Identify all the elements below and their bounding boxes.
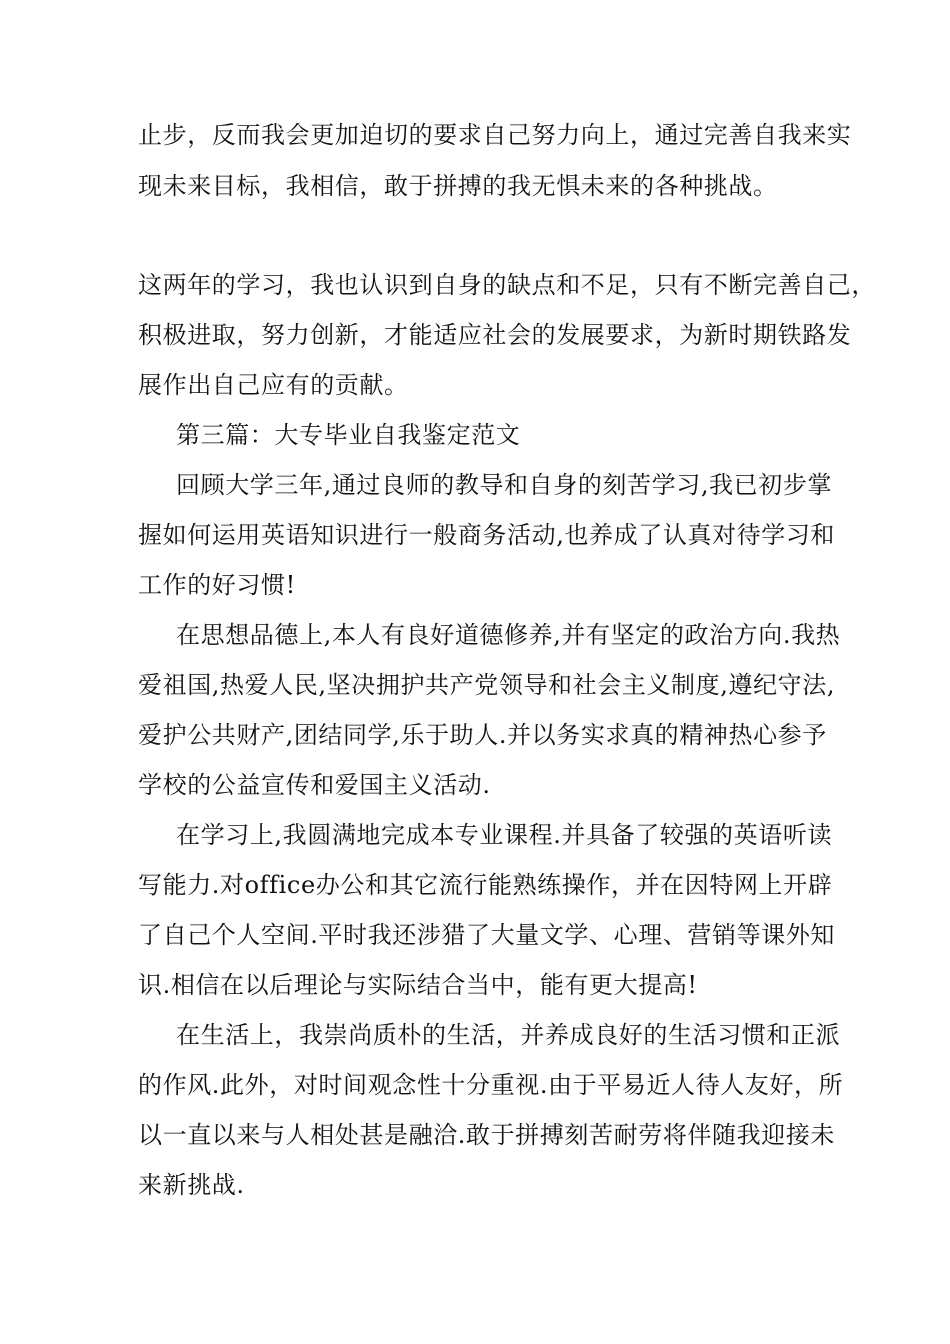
text-line: 学校的公益宣传和爱国主义活动. bbox=[138, 771, 491, 799]
text-line: 爱护公共财产,团结同学,乐于助人.并以务实求真的精神热心参予 bbox=[138, 721, 827, 749]
text-line: 回顾大学三年,通过良师的教导和自身的刻苦学习,我已初步掌 bbox=[176, 471, 833, 499]
text-line: 积极进取，努力创新，才能适应社会的发展要求，为新时期铁路发 bbox=[138, 321, 852, 349]
text-line: 识.相信在以后理论与实际结合当中，能有更大提高! bbox=[138, 971, 698, 999]
text-line: 写能力.对office办公和其它流行能熟练操作，并在因特网上开辟 bbox=[138, 871, 833, 899]
text-line: 展作出自己应有的贡献。 bbox=[138, 371, 409, 399]
text-line: 工作的好习惯! bbox=[138, 571, 296, 599]
text-line: 在思想品德上,本人有良好道德修养,并有坚定的政治方向.我热 bbox=[176, 621, 841, 649]
text-line: 止步，反而我会更加迫切的要求自己努力向上，通过完善自我来实 bbox=[138, 121, 852, 149]
text-line: 现未来目标，我相信，敢于拼搏的我无惧未来的各种挑战。 bbox=[138, 172, 778, 200]
text-line: 这两年的学习，我也认识到自身的缺点和不足，只有不断完善自己， bbox=[138, 271, 876, 299]
section-heading: 第三篇：大专毕业自我鉴定范文 bbox=[176, 421, 521, 449]
text-line: 爱祖国,热爱人民,坚决拥护共产党领导和社会主义制度,遵纪守法, bbox=[138, 671, 836, 699]
text-line: 在生活上，我崇尚质朴的生活，并养成良好的生活习惯和正派 bbox=[176, 1021, 841, 1049]
text-line: 来新挑战. bbox=[138, 1171, 245, 1199]
text-line: 了自己个人空间.平时我还涉猎了大量文学、心理、营销等课外知 bbox=[138, 921, 836, 949]
text-line: 在学习上,我圆满地完成本专业课程.并具备了较强的英语听读 bbox=[176, 821, 833, 849]
text-line: 握如何运用英语知识进行一般商务活动,也养成了认真对待学习和 bbox=[138, 521, 836, 549]
text-line: 以一直以来与人相处甚是融洽.敢于拼搏刻苦耐劳将伴随我迎接未 bbox=[138, 1121, 836, 1149]
text-line: 的作风.此外，对时间观念性十分重视.由于平易近人待人友好，所 bbox=[138, 1071, 844, 1099]
